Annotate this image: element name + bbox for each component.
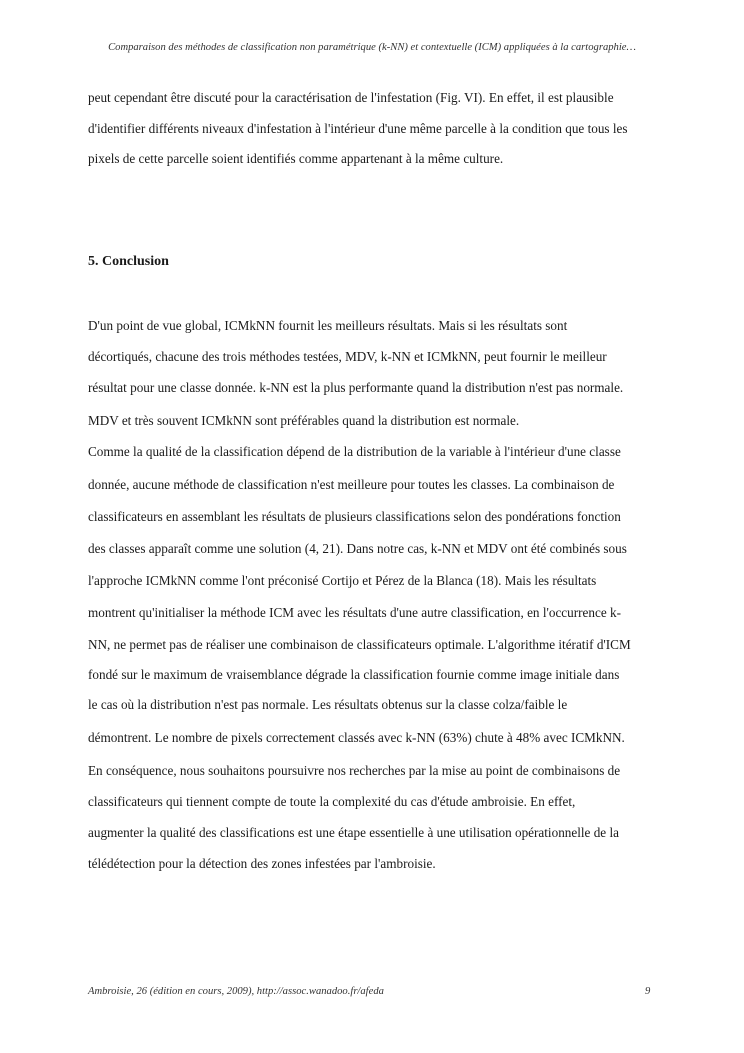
text-line: fondé sur le maximum de vraisemblance dégrade la classification fournie comme image initiale dans <box>88 667 620 682</box>
text-line: le cas où la distribution n'est pas normale. Les résultats obtenus sur la classe colza/faible le <box>88 697 568 712</box>
text-line: NN, ne permet pas de réaliser une combinaison de classificateurs optimale. L'algorithme itératif d'ICM <box>88 637 631 652</box>
text-line: télédétection pour la détection des zones infestées par l'ambroisie. <box>88 856 436 871</box>
section-heading: 5. Conclusion <box>88 254 169 269</box>
text-line: MDV et très souvent ICMkNN sont préférables quand la distribution est normale. <box>88 413 520 428</box>
text-line: décortiqués, chacune des trois méthodes testées, MDV, k-NN et ICMkNN, peut fournir le meilleur <box>88 349 607 364</box>
text-line: démontrent. Le nombre de pixels correctement classés avec k-NN (63%) chute à 48% avec ICMkNN. <box>88 730 625 745</box>
text-line: donnée, aucune méthode de classification n'est meilleure pour toutes les classes. La combinaison de <box>88 477 615 492</box>
page-number: 9 <box>645 986 651 997</box>
text-line: classificateurs en assemblant les résultats de plusieurs classifications selon des pondérations fonction <box>88 509 621 524</box>
text-line: D'un point de vue global, ICMkNN fournit les meilleurs résultats. Mais si les résultats sont <box>88 318 568 333</box>
text-line: classificateurs qui tiennent compte de toute la complexité du cas d'étude ambroisie. En effet, <box>88 794 576 809</box>
text-line: d'identifier différents niveaux d'infestation à l'intérieur d'une même parcelle à la condition que tous les <box>88 121 628 136</box>
text-line: augmenter la qualité des classifications est une étape essentielle à une utilisation opérationnelle de la <box>88 825 619 840</box>
text-line: En conséquence, nous souhaitons poursuivre nos recherches par la mise au point de combinaisons de <box>88 763 621 778</box>
text-line: pixels de cette parcelle soient identifiés comme appartenant à la même culture. <box>88 151 504 166</box>
footer-citation: Ambroisie, 26 (édition en cours, 2009), http://assoc.wanadoo.fr/afeda <box>88 986 384 997</box>
text-line: des classes apparaît comme une solution (4, 21). Dans notre cas, k-NN et MDV ont été combinés sous <box>88 541 627 556</box>
text-line: Comme la qualité de la classification dépend de la distribution de la variable à l'intérieur d'une classe <box>88 444 621 459</box>
text-line: résultat pour une classe donnée. k-NN est la plus performante quand la distribution n'est pas normale. <box>88 380 624 395</box>
text-line: peut cependant être discuté pour la caractérisation de l'infestation (Fig. VI). En effet, il est plausible <box>88 90 614 105</box>
text-line: l'approche ICMkNN comme l'ont préconisé Cortijo et Pérez de la Blanca (18). Mais les résultats <box>88 573 597 588</box>
running-header: Comparaison des méthodes de classification non paramétrique (k-NN) et contextuelle (ICM) appliquées à la cartographie… <box>108 42 636 53</box>
text-line: montrent qu'initialiser la méthode ICM avec les résultats d'une autre classification, en l'occurrence k- <box>88 605 621 620</box>
